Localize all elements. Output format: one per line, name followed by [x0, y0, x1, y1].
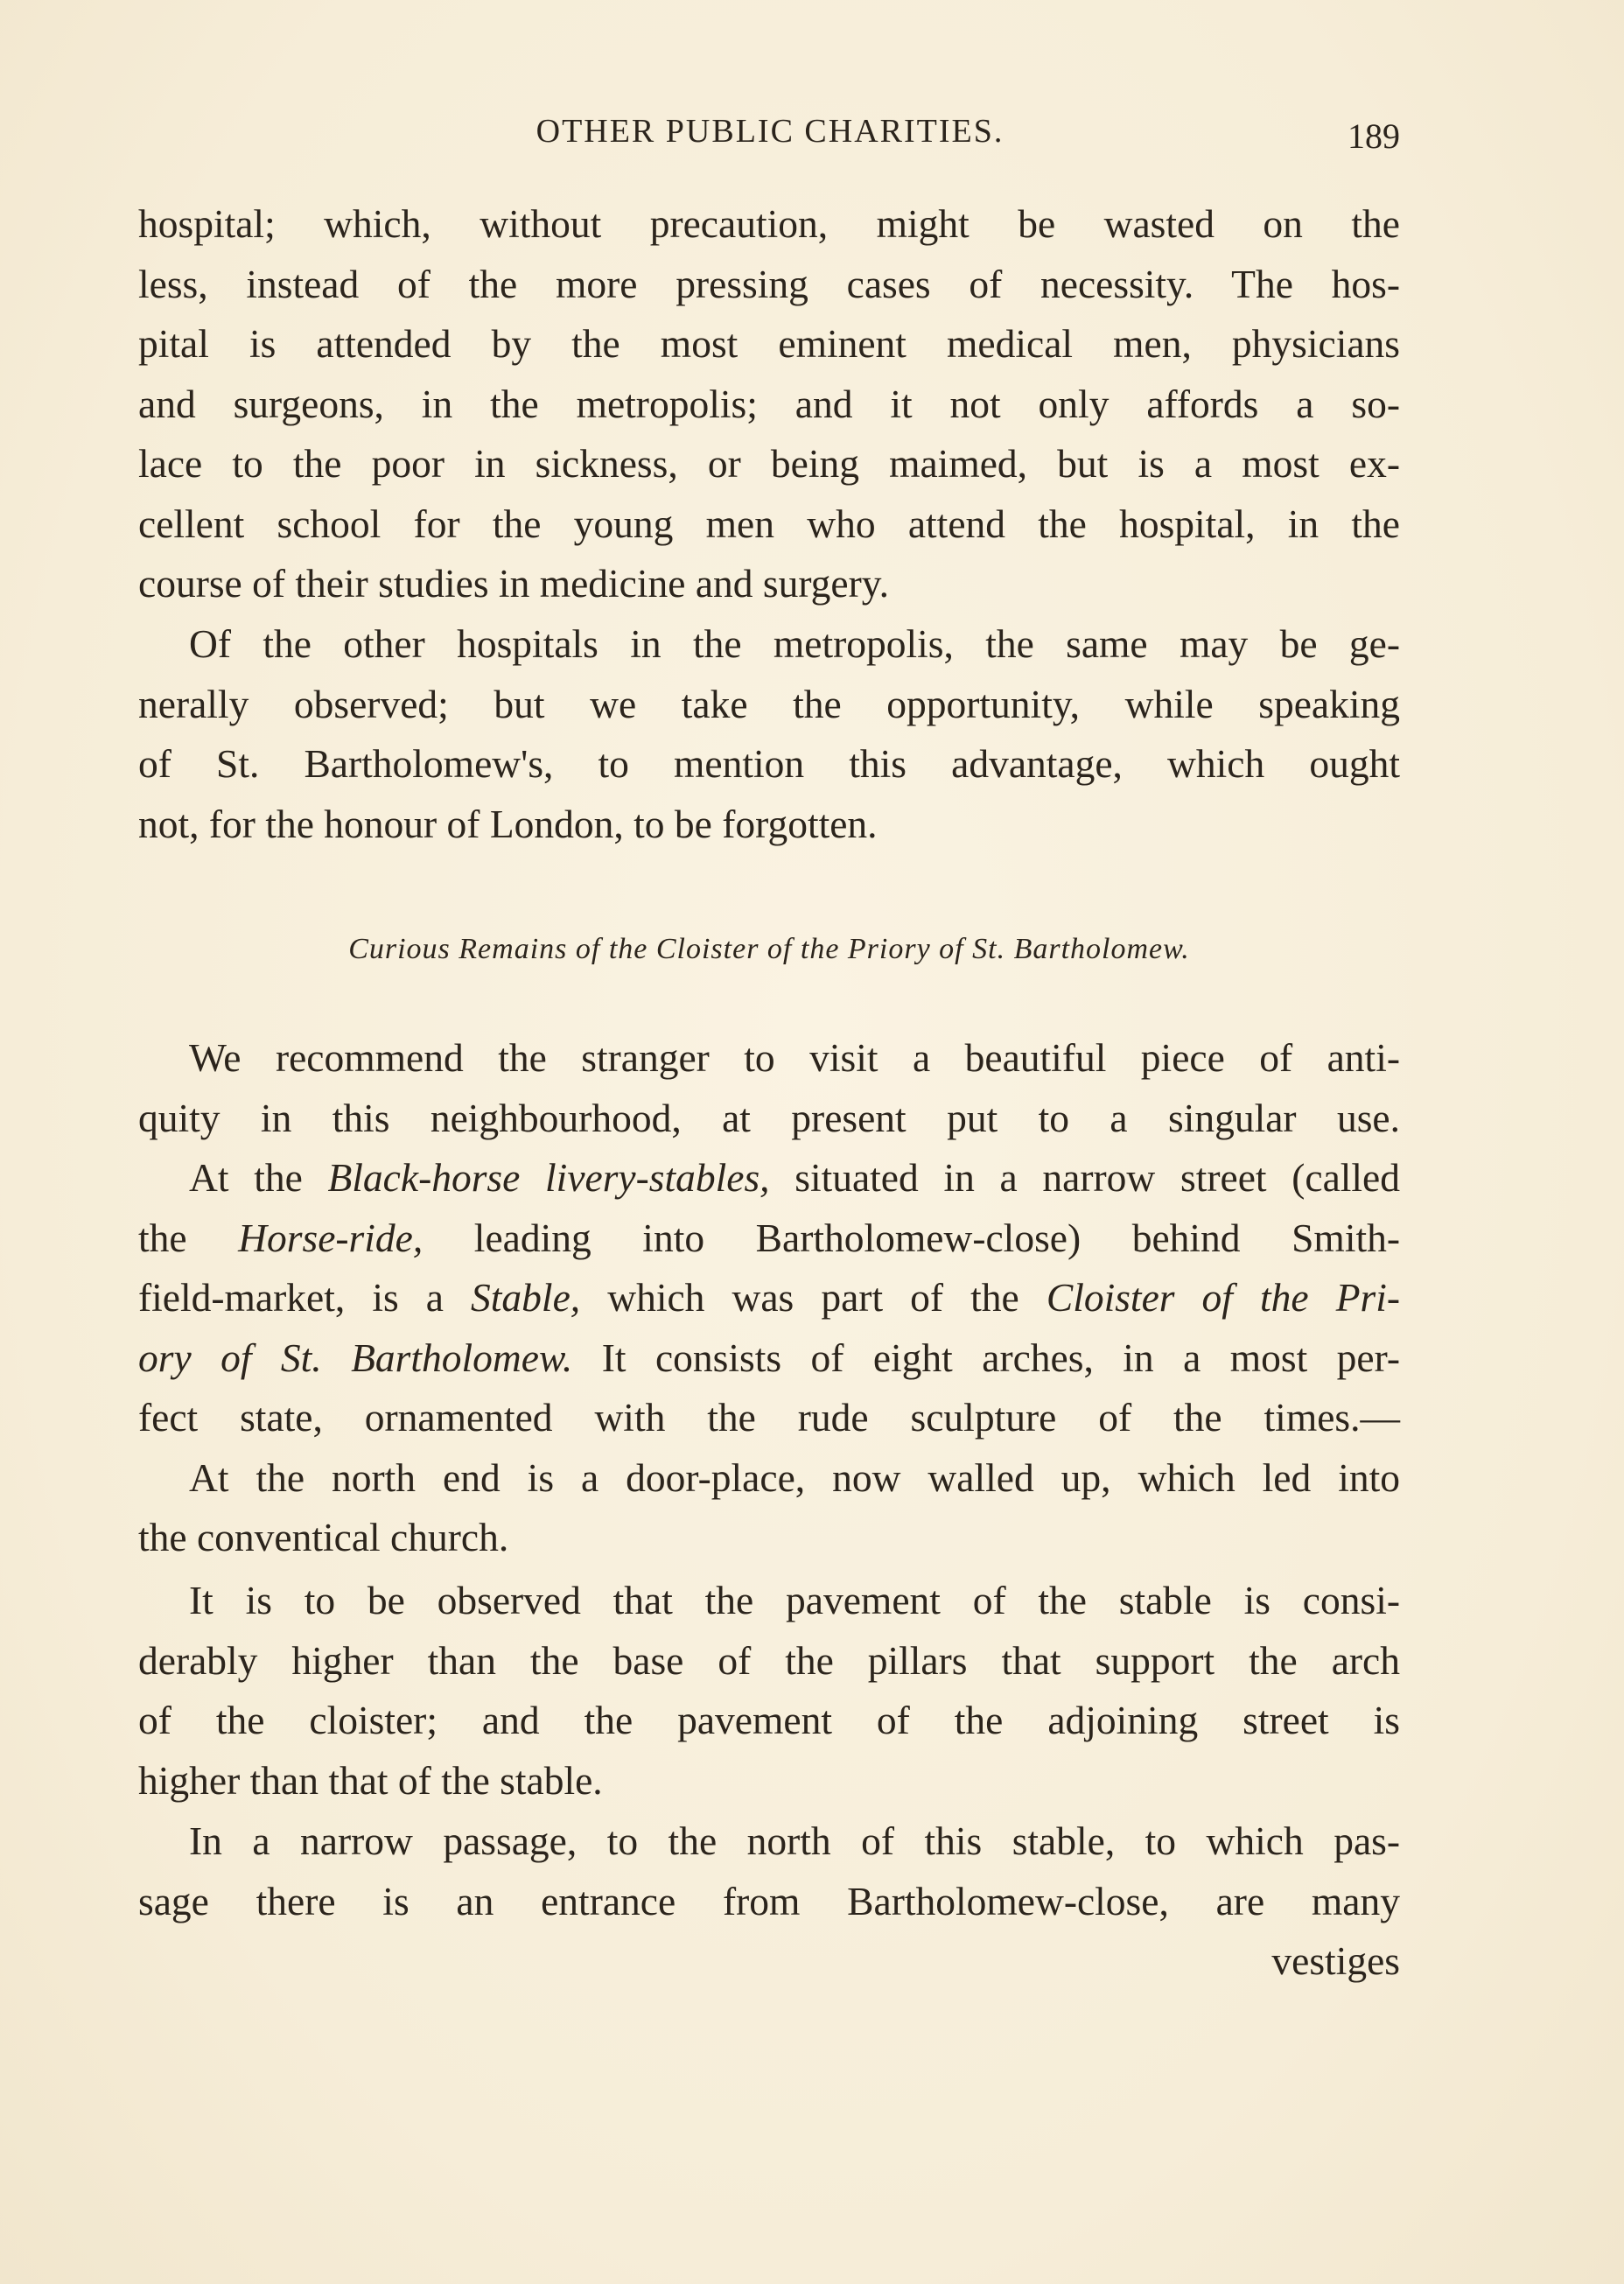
paragraph-other-hospitals — [138, 614, 1400, 854]
text-line — [138, 1328, 1400, 1389]
text-segment: the — [138, 1215, 239, 1260]
text-line: nerally observed; but we take the opportunity, while speaking — [138, 681, 1400, 726]
italic-term: ory of St. Bartholomew. — [138, 1335, 573, 1380]
italic-term: Cloister of the Pri- — [1046, 1275, 1400, 1320]
text-line: and surgeons, in the metropolis; and it not only affords a so- — [138, 381, 1400, 426]
running-title: OTHER PUBLIC CHARITIES. — [536, 113, 1004, 150]
text-segment: At the — [189, 1155, 328, 1200]
running-head — [140, 112, 1400, 156]
text-line: derably higher than the base of the pillars that support the arch — [138, 1637, 1400, 1683]
page-number: 189 — [1348, 116, 1400, 156]
text-line: lace to the poor in sickness, or being maimed, but is a most ex- — [138, 441, 1400, 486]
text-line — [138, 1209, 1400, 1269]
text-line — [138, 1148, 1400, 1209]
section-heading: Curious Remains of the Cloister of the Priory of St. Bartholomew. — [348, 933, 1190, 965]
text-line: sage there is an entrance from Bartholomew-close, are many — [138, 1878, 1400, 1923]
italic-term: Stable, — [471, 1275, 581, 1320]
text-line: not, for the honour of London, to be forgotten. — [138, 801, 878, 846]
paragraph-passage — [138, 1811, 1400, 1992]
text-segment: which was part of the — [580, 1275, 1046, 1320]
text-line: fect state, ornamented with the rude sculpture of the times.— — [138, 1395, 1400, 1440]
text-line: cellent school for the young men who attend the hospital, in the — [138, 501, 1400, 546]
text-segment: It consists of eight arches, in a most per- — [572, 1335, 1400, 1380]
text-line: In a narrow passage, to the north of this stable, to which pas- — [189, 1818, 1400, 1863]
text-line: higher than that of the stable. — [138, 1757, 603, 1803]
text-line: course of their studies in medicine and surgery. — [138, 561, 889, 606]
text-line: hospital; which, without precaution, might be wasted on the — [138, 201, 1400, 246]
paragraph-cloister — [138, 1028, 1400, 1568]
catchword: vestiges — [1271, 1938, 1400, 1983]
text-segment: field-market, is a — [138, 1275, 472, 1320]
text-segment: leading into Bartholomew-close) behind Smith- — [423, 1215, 1400, 1260]
text-line: Of the other hospitals in the metropolis, the same may be ge- — [189, 621, 1400, 666]
paragraph-pavement — [138, 1571, 1400, 1811]
text-line: the conventical church. — [138, 1515, 509, 1559]
text-line: pital is attended by the most eminent medical men, physicians — [138, 321, 1400, 366]
text-line: of St. Bartholomew's, to mention this advantage, which ought — [138, 741, 1400, 786]
italic-term: Horse-ride, — [238, 1215, 424, 1260]
italic-term: Black-horse livery-stables, — [327, 1155, 770, 1200]
text-line: of the cloister; and the pavement of the adjoining street is — [138, 1698, 1400, 1742]
text-line — [138, 1268, 1400, 1328]
text-line: We recommend the stranger to visit a beautiful piece of anti- — [189, 1035, 1400, 1080]
text-segment: situated in a narrow street (called — [769, 1155, 1400, 1200]
text-line: At the north end is a door-place, now walled up, which led into — [189, 1454, 1400, 1500]
text-line: It is to be observed that the pavement of the stable is consi- — [189, 1578, 1400, 1622]
text-line: less, instead of the more pressing cases of necessity. The hos- — [138, 261, 1400, 306]
paragraph-hospital — [138, 194, 1400, 614]
text-line: quity in this neighbourhood, at present put to a singular use. — [138, 1095, 1400, 1140]
